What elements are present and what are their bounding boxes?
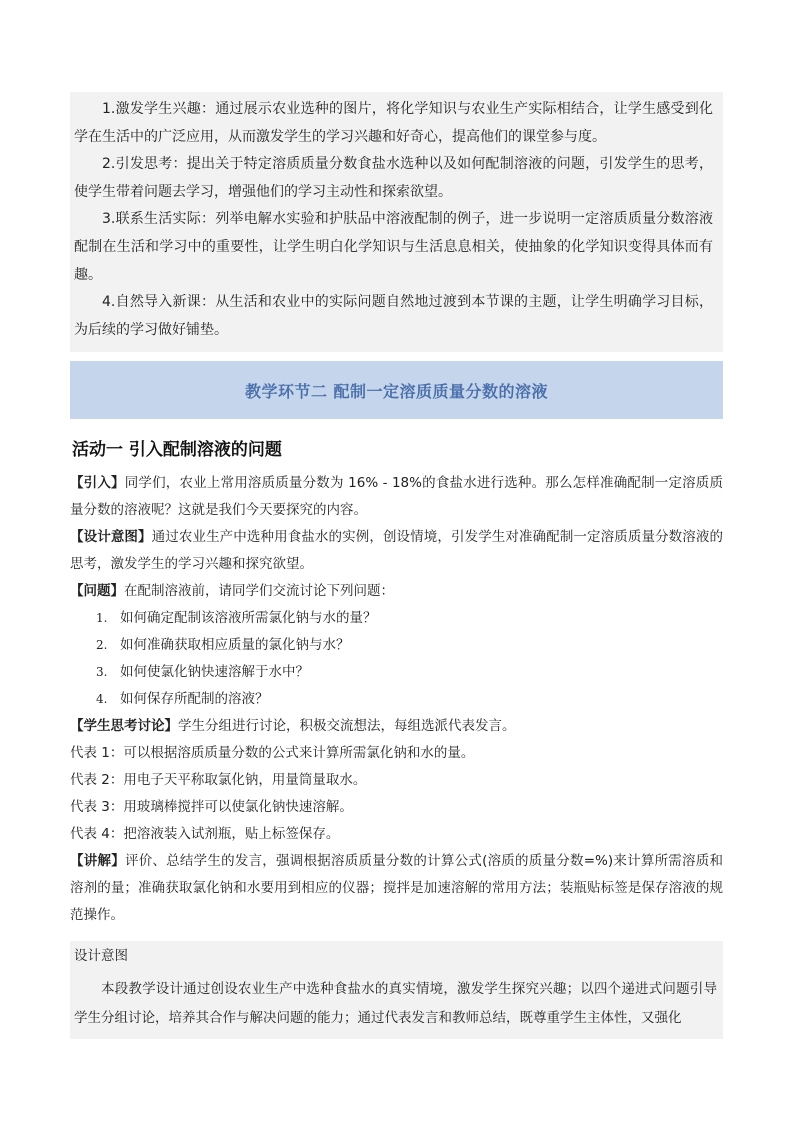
question-tag: 【问题】	[70, 583, 124, 600]
intro-point-2: 2.引发思考：提出关于特定溶质质量分数食盐水选种以及如何配制溶液的问题，引发学生的思考，使学生带着问题去学习，增强他们的学习主动性和探索欲望。	[74, 156, 713, 200]
list-item: 2. 如何准确获取相应质量的氯化钠与水？	[96, 637, 350, 654]
representative-3: 代表 3：用玻璃棒搅拌可以使氯化钠快速溶解。	[70, 799, 353, 816]
intro-tag: 【引入】	[70, 475, 125, 492]
design-box-text: 本段教学设计通过创设农业生产中选种食盐水的真实情境，激发学生探究兴趣；以四个递进式问题引导学生分组讨论，培养其合作与解决问题的能力；通过代表发言和教师总结，既尊重学生主体性，又强化	[74, 981, 717, 1027]
list-item: 3. 如何使氯化钠快速溶解于水中？	[96, 664, 309, 681]
explanation-paragraph	[70, 848, 723, 929]
design-box-title: 设计意图	[74, 948, 128, 965]
representative-1: 代表 1：可以根据溶质质量分数的公式来计算所需氯化钠和水的量。	[70, 745, 475, 762]
list-item: 4. 如何保存所配制的溶液？	[96, 691, 269, 708]
question-list	[70, 605, 723, 713]
design-intent-text: 通过农业生产中选种用食盐水的实例，创设情境，引发学生对准确配制一定溶质质量分数溶液的思考，激发学生的学习兴趣和探究欲望。	[70, 529, 724, 573]
question-text: 在配制溶液前，请同学们交流讨论下列问题：	[124, 583, 394, 600]
question-paragraph	[70, 578, 723, 605]
explanation-text: 评价、总结学生的发言，强调根据溶质质量分数的计算公式(溶质的质量分数=%)来计算所需溶质和溶剂的量；准确获取氯化钠和水要用到相应的仪器；搅拌是加速溶解的常用方法；装瓶贴标签是保存溶液的规范操作。	[70, 853, 724, 924]
intro-text: 同学们，农业上常用溶质质量分数为 16% - 18%的食盐水进行选种。那么怎样准确配制一定溶质质量分数的溶液呢？这就是我们今天要探究的内容。	[70, 475, 723, 519]
discussion-paragraph	[70, 713, 723, 740]
representative-2: 代表 2：用电子天平称取氯化钠，用量筒量取水。	[70, 772, 367, 789]
section-heading: 教学环节二 配制一定溶质质量分数的溶液	[244, 381, 549, 401]
activity-title: 活动一 引入配制溶液的问题	[72, 440, 282, 461]
discussion-tag: 【学生思考讨论】	[70, 718, 178, 735]
design-intent-box	[70, 941, 723, 1039]
representative-4: 代表 4：把溶液装入试剂瓶，贴上标签保存。	[70, 826, 340, 843]
explanation-tag: 【讲解】	[70, 853, 125, 870]
document-page	[70, 92, 723, 1039]
intro-point-4: 4.自然导入新课：从生活和农业中的实际问题自然地过渡到本节课的主题，让学生明确学习目标，为后续的学习做好铺垫。	[74, 294, 713, 338]
intro-point-1: 1.激发学生兴趣：通过展示农业选种的图片，将化学知识与农业生产实际相结合，让学生感受到化学在生活中的广泛应用，从而激发学生的学习兴趣和好奇心，提高他们的课堂参与度。	[74, 101, 713, 145]
intro-points-box	[70, 92, 723, 352]
intro-paragraph	[70, 470, 723, 524]
design-intent-paragraph	[70, 524, 723, 578]
intro-point-3: 3.联系生活实际：列举电解水实验和护肤品中溶液配制的例子，进一步说明一定溶质质量分数溶液配制在生活和学习中的重要性，让学生明白化学知识与生活息息相关，使抽象的化学知识变得具体而有趣。	[74, 211, 713, 283]
discussion-text: 学生分组进行讨论，积极交流想法，每组选派代表发言。	[178, 718, 516, 735]
list-item: 1. 如何确定配制该溶液所需氯化钠与水的量？	[96, 610, 377, 627]
section-heading-bar	[70, 361, 723, 419]
design-intent-tag: 【设计意图】	[70, 529, 152, 546]
